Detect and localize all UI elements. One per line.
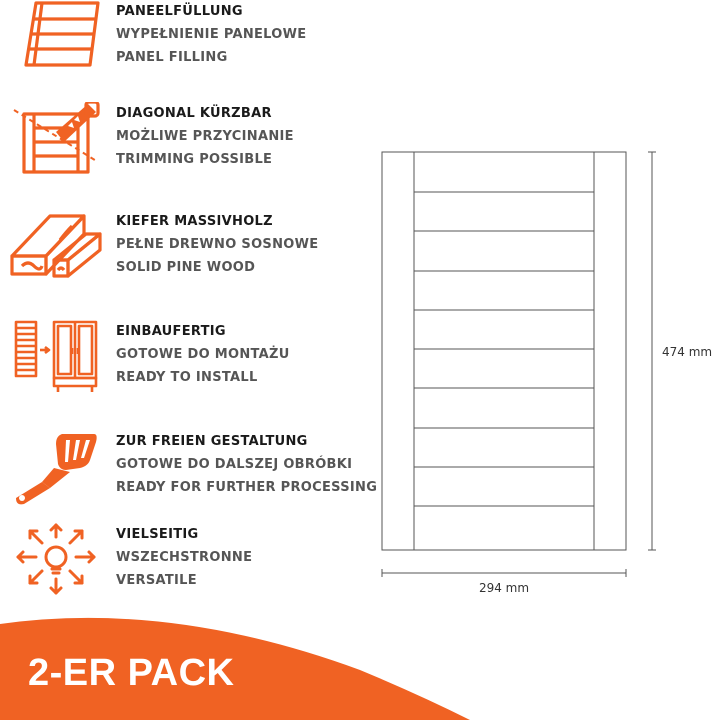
feature-line-en: VERSATILE bbox=[116, 573, 197, 588]
feature-line-de: EINBAUFERTIG bbox=[116, 324, 226, 339]
feature-line-de: ZUR FREIEN GESTALTUNG bbox=[116, 434, 308, 449]
panel-right-stile bbox=[594, 152, 626, 550]
feature-trimming bbox=[0, 102, 370, 182]
pack-count-label: 2-ER PACK bbox=[28, 652, 235, 694]
feature-line-pl: PEŁNE DREWNO SOSNOWE bbox=[116, 237, 319, 252]
feature-line-pl: GOTOWE DO MONTAŻU bbox=[116, 347, 290, 362]
feature-line-de: DIAGONAL KÜRZBAR bbox=[116, 106, 272, 121]
feature-line-de: KIEFER MASSIVHOLZ bbox=[116, 214, 273, 229]
versatile-lightbulb-icon bbox=[10, 523, 102, 599]
saw-trimming-icon bbox=[10, 102, 102, 178]
height-dimension-label: 474 mm bbox=[662, 345, 713, 359]
height-dimension-line bbox=[648, 152, 656, 550]
feature-line-pl: MOŻLIWE PRZYCINANIE bbox=[116, 129, 294, 144]
feature-line-pl: GOTOWE DO DALSZEJ OBRÓBKI bbox=[116, 457, 353, 472]
width-dimension-line bbox=[382, 569, 626, 577]
feature-line-en: READY TO INSTALL bbox=[116, 370, 258, 385]
feature-line-de: VIELSEITIG bbox=[116, 527, 199, 542]
feature-line-pl: WSZECHSTRONNE bbox=[116, 550, 253, 565]
wardrobe-install-icon bbox=[10, 320, 102, 396]
panel-slats bbox=[414, 192, 594, 506]
pack-banner bbox=[0, 600, 720, 720]
feature-further-processing bbox=[0, 430, 378, 510]
feature-versatile bbox=[0, 523, 370, 603]
pine-wood-icon bbox=[10, 210, 102, 286]
panel-technical-drawing bbox=[370, 140, 720, 610]
feature-line-en: TRIMMING POSSIBLE bbox=[116, 152, 273, 167]
feature-panel-filling bbox=[0, 0, 370, 80]
feature-line-en: READY FOR FURTHER PROCESSING bbox=[116, 480, 378, 495]
feature-ready-to-install bbox=[0, 320, 370, 400]
width-dimension-label: 294 mm bbox=[478, 581, 530, 595]
feature-line-pl: WYPEŁNIENIE PANELOWE bbox=[116, 27, 307, 42]
feature-solid-pine bbox=[0, 210, 370, 290]
panel-filling-icon bbox=[10, 0, 102, 76]
feature-line-en: SOLID PINE WOOD bbox=[116, 260, 256, 275]
paint-brush-icon bbox=[10, 430, 102, 506]
panel-left-stile bbox=[382, 152, 414, 550]
feature-line-en: PANEL FILLING bbox=[116, 50, 228, 65]
feature-line-de: PANEELFÜLLUNG bbox=[116, 4, 243, 19]
